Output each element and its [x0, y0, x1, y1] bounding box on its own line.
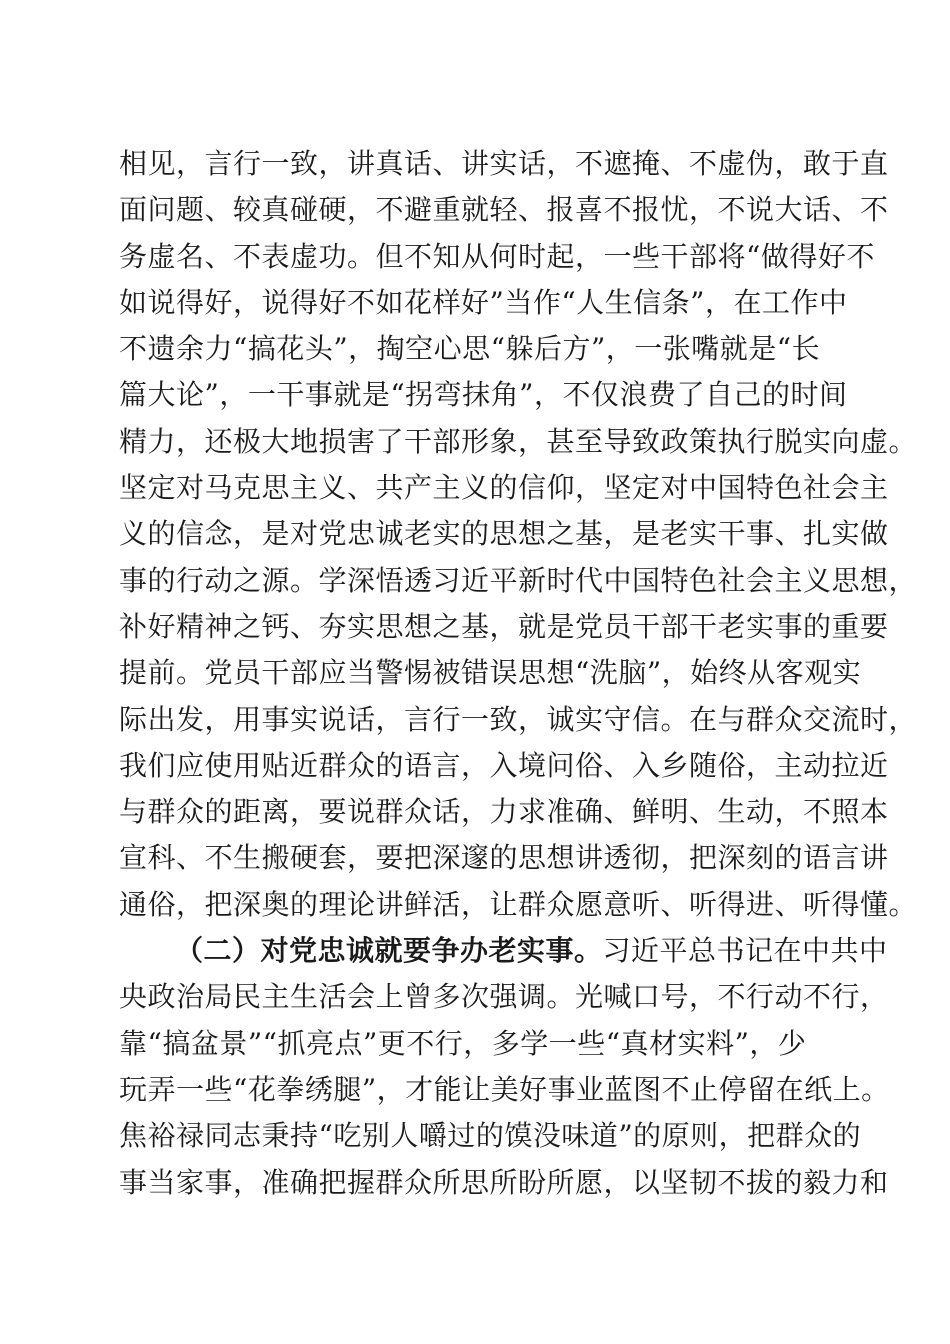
text-line: 通俗，把深奥的理论讲鲜活，让群众愿意听、听得进、听得懂。 [119, 887, 918, 921]
text-line: 事当家事，准确把握群众所思所盼所愿，以坚韧不拔的毅力和 [119, 1165, 889, 1199]
text-line: 面问题、较真碰硬，不避重就轻、报喜不报忧，不说大话、不 [119, 193, 889, 227]
text-line: 宣科、不生搬硬套，要把深邃的思想讲透彻，把深刻的语言讲 [119, 841, 889, 875]
text-line: 靠“搞盆景”“抓亮点”更不行，多学一些“真材实料”，少 [119, 1026, 807, 1060]
text-line: 义的信念，是对党忠诚老实的思想之基，是老实干事、扎实做 [119, 517, 889, 551]
text-line: 提前。党员干部应当警惕被错误思想“洗脑”，始终从客观实 [119, 656, 862, 690]
text-line: 我们应使用贴近群众的语言，入境问俗、入乡随俗，主动拉近 [119, 748, 889, 782]
text-line: 际出发，用事实说话，言行一致，诚实守信。在与群众交流时， [119, 702, 918, 736]
text-line: 务虚名、不表虚功。但不知从何时起，一些干部将“做得好不 [119, 239, 875, 273]
text-line: 央政治局民主生活会上曾多次强调。光喊口号，不行动不行， [119, 980, 889, 1014]
section-heading: （二）对党忠诚就要争办老实事。 [175, 934, 603, 968]
text-line: 篇大论”，一干事就是“拐弯抹角”，不仅浪费了自己的时间 [119, 378, 848, 412]
text-line-rest: 习近平总书记在中共中 [602, 934, 888, 968]
text-line: 焦裕禄同志秉持“吃别人嚼过的馍没味道”的原则，把群众的 [119, 1119, 862, 1153]
text-line: 坚定对马克思主义、共产主义的信仰，坚定对中国特色社会主 [119, 471, 889, 505]
text-line: 精力，还极大地损害了干部形象，甚至导致政策执行脱实向虚。 [119, 424, 918, 458]
text-line: 玩弄一些“花拳绣腿”，才能让美好事业蓝图不止停留在纸上。 [119, 1072, 890, 1106]
section-heading-line [119, 928, 888, 974]
text-line: 相见，言行一致，讲真话、讲实话，不遮掩、不虚伪，敢于直 [119, 147, 889, 180]
body-text [119, 141, 918, 1206]
text-line: 如说得好，说得好不如花样好”当作“人生信条”，在工作中 [119, 285, 848, 319]
text-line: 与群众的距离，要说群众话，力求准确、鲜明、生动，不照本 [119, 795, 889, 829]
text-line: 不遗余力“搞花头”，掏空心思“躲后方”，一张嘴就是“长 [119, 332, 821, 366]
text-line: 事的行动之源。学深悟透习近平新时代中国特色社会主义思想， [119, 563, 918, 597]
text-line: 补好精神之钙、夯实思想之基，就是党员干部干老实事的重要 [119, 609, 889, 643]
